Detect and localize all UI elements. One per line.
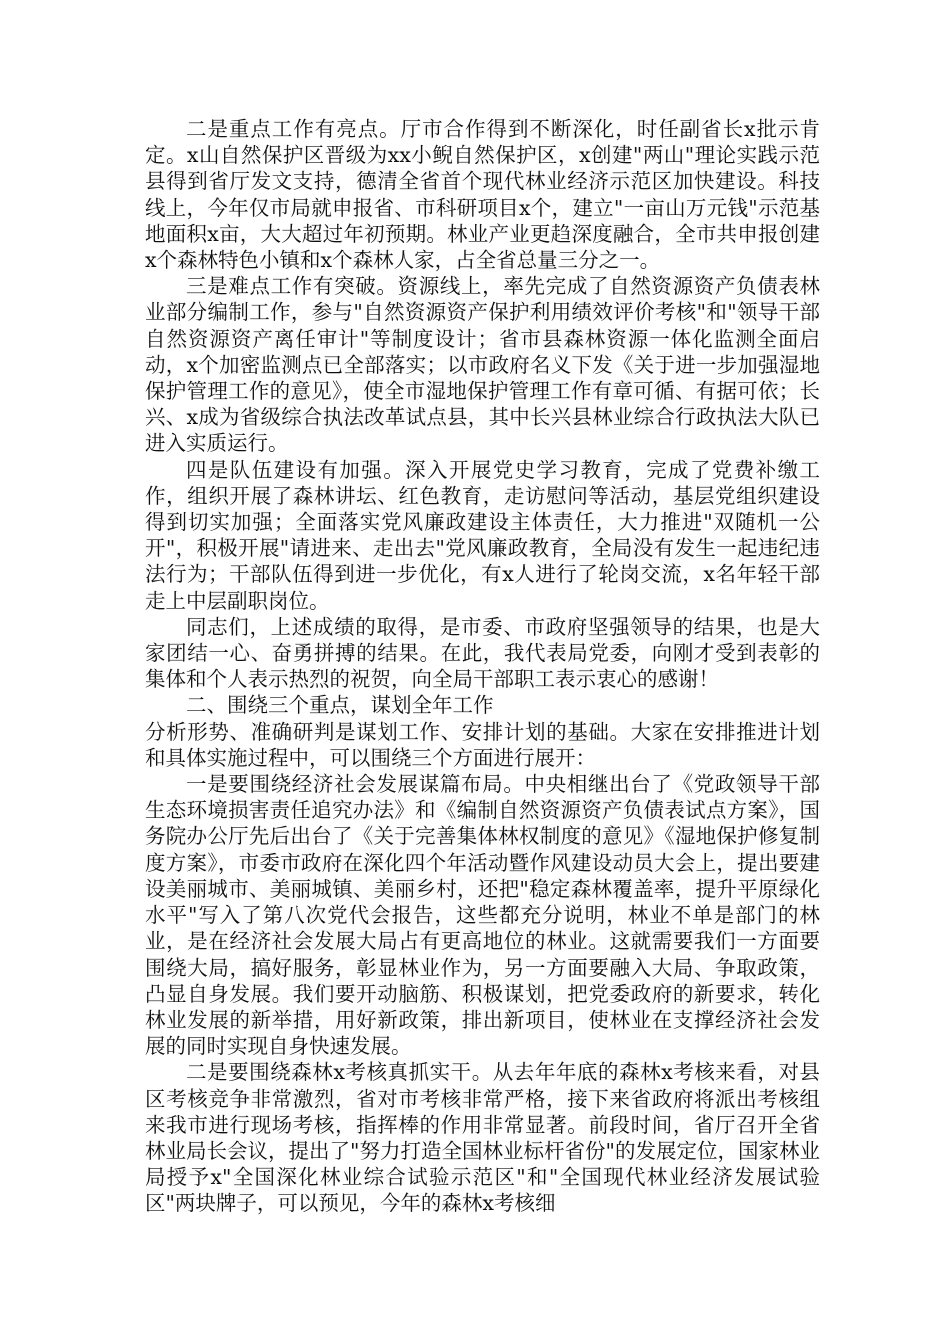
paragraph-economic-development: 一是要围绕经济社会发展谋篇布局。中央相继出台了《党政领导干部生态环境损害责任追究办法》和《编制自然资源资产负债表试点方案》，国务院办公厅先后出台了《关于完善集体林权制度的意见》《湿地保护修复制度方案》，市委市政府在深化四个年活动暨作风建设动员大会上，提出要建设美丽城市、美丽城镇、美丽乡村，还把"稳定森林覆盖率，提升平原绿化水平"写入了第八次党代会报告，这些都充分说明，林业不单是部门的林业，是在经济社会发展大局占有更高地位的林业。这就需要我们一方面要围绕大局，搞好服务，彰显林业作为，另一方面要融入大局、争取政策，凸显自身发展。我们要开动脑筋、积极谋划，把党委政府的新要求，转化林业发展的新举措，用好新政策，排出新项目，使林业在支撑经济社会发展的同时实现自身快速发展。 — [145, 772, 820, 1059]
paragraph-team-building: 四是队伍建设有加强。深入开展党史学习教育，完成了党费补缴工作，组织开展了森林讲坛、红色教育，走访慰问等活动，基层党组织建设得到切实加强；全面落实党风廉政建设主体责任，大力推进"双随机一公开"，积极开展"请进来、走出去"党风廉政教育，全局没有发生一起违纪违法行为；干部队伍得到进一步优化，有x人进行了轮岗交流，x名年轻干部走上中层副职岗位。 — [145, 457, 820, 613]
paragraph-thanks: 同志们，上述成绩的取得，是市委、市政府坚强领导的结果，也是大家团结一心、奋勇拼搏的结果。在此，我代表局党委，向刚才受到表彰的集体和个人表示热烈的祝贺，向全局干部职工表示衷心的感谢！ — [145, 614, 820, 692]
paragraph-key-highlights: 二是重点工作有亮点。厅市合作得到不断深化，时任副省长x批示肯定。x山自然保护区晋级为xx小鲵自然保护区，x创建"两山"理论实践示范县得到省厅发文支持，德清全省首个现代林业经济示范区加快建设。科技线上，今年仅市局就申报省、市科研项目x个，建立"一亩山万元钱"示范基地面积x亩，大大超过年初预期。林业产业更趋深度融合，全市共申报创建x个森林特色小镇和x个森林人家，占全省总量三分之一。 — [145, 117, 820, 273]
paragraph-forest-assessment: 二是要围绕森林x考核真抓实干。从去年年底的森林x考核来看，对县区考核竞争非常激烈，省对市考核非常严格，接下来省政府将派出考核组来我市进行现场考核，指挥棒的作用非常显著。前段时间，省厅召开全省林业局长会议，提出了"努力打造全国林业标杆省份"的发展定位，国家林业局授予x"全国深化林业综合试验示范区"和"全国现代林业经济发展试验区"两块牌子，可以预见，今年的森林x考核细 — [145, 1060, 820, 1216]
paragraph-difficult-breakthrough: 三是难点工作有突破。资源线上，率先完成了自然资源资产负债表林业部分编制工作，参与"自然资源资产保护利用绩效评价考核"和"领导干部自然资源资产离任审计"等制度设计；省市县森林资源一体化监测全面启动，x个加密监测点已全部落实；以市政府名义下发《关于进一步加强湿地保护管理工作的意见》，使全市湿地保护管理工作有章可循、有据可依；长兴、x成为省级综合执法改革试点县，其中长兴县林业综合行政执法大队已进入实质运行。 — [145, 274, 820, 456]
document-body — [145, 116, 820, 1217]
paragraph-analysis-intro: 分析形势、准确研判是谋划工作、安排计划的基础。大家在安排推进计划和具体实施过程中，可以围绕三个方面进行展开： — [145, 719, 820, 770]
section-heading-three-priorities: 二、围绕三个重点，谋划全年工作 — [186, 693, 494, 718]
